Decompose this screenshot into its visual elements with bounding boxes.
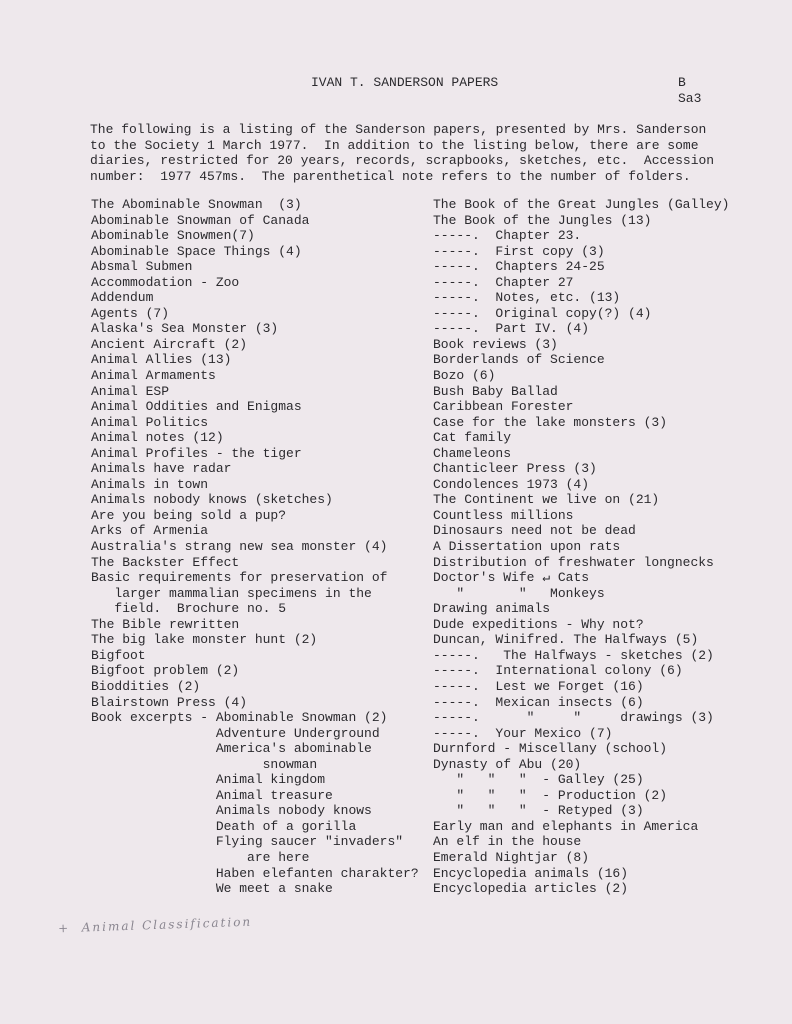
list-item: Doctor's Wife ↵ Cats: [433, 570, 590, 586]
list-item: -----. Lest we Forget (16): [433, 678, 644, 694]
list-item: The Backster Effect: [91, 554, 240, 570]
list-item: Dynasty of Abu (20): [433, 756, 582, 772]
right-column-list: [433, 197, 783, 897]
list-item: The Continent we live on (21): [433, 492, 660, 508]
list-item: Addendum: [91, 290, 154, 306]
list-item: -----. The Halfways - sketches (2): [433, 647, 714, 663]
list-item: Animal notes (12): [91, 430, 224, 446]
list-item: -----. Chapter 27: [433, 274, 574, 290]
list-item: Blairstown Press (4): [91, 694, 248, 710]
list-item: Animal Profiles - the tiger: [91, 445, 302, 461]
list-item: Countless millions: [433, 507, 574, 523]
list-item: -----. Chapters 24-25: [433, 259, 605, 275]
document-title: IVAN T. SANDERSON PAPERS: [311, 75, 499, 90]
list-item: -----. " " drawings (3): [433, 710, 714, 726]
list-item: Borderlands of Science: [433, 352, 605, 368]
intro-line: to the Society 1 March 1977. In addition to the listing below, there are some: [90, 137, 699, 153]
list-item: The Bible rewritten: [91, 616, 240, 632]
intro-paragraph: [90, 122, 714, 184]
list-item: larger mammalian specimens in the: [91, 585, 372, 601]
list-item: The Book of the Jungles (13): [433, 212, 652, 228]
list-item: Flying saucer "invaders": [91, 834, 404, 850]
list-item: Early man and elephants in America: [433, 818, 699, 834]
list-item: Bigfoot: [91, 647, 146, 663]
intro-line: The following is a listing of the Sanderson papers, presented by Mrs. Sanderson: [90, 122, 707, 137]
list-item: -----. Mexican insects (6): [433, 694, 644, 710]
list-item: Distribution of freshwater longnecks: [433, 554, 714, 570]
list-item: Arks of Armenia: [91, 523, 209, 539]
list-item: Absmal Submen: [91, 259, 193, 275]
list-item: Dinosaurs need not be dead: [433, 523, 636, 539]
list-item: " " " - Galley (25): [433, 772, 644, 788]
list-item: -----. Your Mexico (7): [433, 725, 613, 741]
list-item: America's abominable: [91, 741, 372, 757]
list-item: Animal Allies (13): [91, 352, 232, 368]
handwritten-note: + Animal Classification: [57, 914, 253, 936]
list-item: -----. Part IV. (4): [433, 321, 590, 337]
left-column-list: [91, 197, 429, 897]
list-item: Animals have radar: [91, 461, 232, 477]
list-item: Animal Oddities and Enigmas: [91, 399, 302, 415]
list-item: Book excerpts - Abominable Snowman (2): [91, 710, 388, 726]
list-item: -----. First copy (3): [433, 243, 605, 259]
list-item: Chanticleer Press (3): [433, 461, 597, 477]
list-item: Emerald Nightjar (8): [433, 849, 590, 865]
list-item: Animal Armaments: [91, 368, 216, 384]
list-item: Case for the lake monsters (3): [433, 414, 668, 430]
list-item: Abominable Snowman of Canada: [91, 212, 310, 228]
list-item: Are you being sold a pup?: [91, 507, 287, 523]
list-item: Death of a gorilla: [91, 818, 357, 834]
list-item: The Abominable Snowman (3): [91, 197, 302, 212]
list-item: " " Monkeys: [433, 585, 605, 601]
list-item: Animal Politics: [91, 414, 209, 430]
list-item: Haben elefanten charakter?: [91, 865, 419, 881]
list-item: Abominable Space Things (4): [91, 243, 302, 259]
list-item: -----. Original copy(?) (4): [433, 305, 652, 321]
list-item: Ancient Aircraft (2): [91, 336, 248, 352]
list-item: Dude expeditions - Why not?: [433, 616, 644, 632]
list-item: " " " - Production (2): [433, 787, 668, 803]
list-item: Encyclopedia animals (16): [433, 865, 629, 881]
list-item: Australia's strang new sea monster (4): [91, 539, 388, 555]
list-item: Cat family: [433, 430, 512, 446]
box-code: B: [678, 75, 686, 90]
list-item: We meet a snake: [91, 881, 333, 897]
list-item: An elf in the house: [433, 834, 582, 850]
list-item: " " " - Retyped (3): [433, 803, 644, 819]
list-item: Animals in town: [91, 476, 209, 492]
folder-code: Sa3: [678, 91, 702, 106]
list-item: -----. Chapter 23.: [433, 228, 582, 244]
list-item: Bush Baby Ballad: [433, 383, 558, 399]
list-item: Basic requirements for preservation of: [91, 570, 388, 586]
list-item: Alaska's Sea Monster (3): [91, 321, 279, 337]
list-item: Bigfoot problem (2): [91, 663, 240, 679]
list-item: Bozo (6): [433, 368, 496, 384]
list-item: Durnford - Miscellany (school): [433, 741, 668, 757]
list-item: -----. Notes, etc. (13): [433, 290, 621, 306]
intro-line: number: 1977 457ms. The parenthetical note refers to the number of folders.: [90, 168, 691, 184]
list-item: field. Brochure no. 5: [91, 601, 287, 617]
list-item: Accommodation - Zoo: [91, 274, 240, 290]
list-item: Duncan, Winifred. The Halfways (5): [433, 632, 699, 648]
list-item: Book reviews (3): [433, 336, 558, 352]
list-item: The Book of the Great Jungles (Galley): [433, 197, 730, 212]
list-item: Encyclopedia articles (2): [433, 881, 629, 897]
list-item: -----. International colony (6): [433, 663, 683, 679]
list-item: Animal ESP: [91, 383, 170, 399]
intro-line: diaries, restricted for 20 years, records, scrapbooks, sketches, etc. Accession: [90, 153, 715, 169]
list-item: Animals nobody knows (sketches): [91, 492, 333, 508]
list-item: Drawing animals: [433, 601, 551, 617]
list-item: snowman: [91, 756, 318, 772]
list-item: Caribbean Forester: [433, 399, 574, 415]
list-item: Chameleons: [433, 445, 512, 461]
list-item: Bioddities (2): [91, 678, 201, 694]
list-item: Animal treasure: [91, 787, 333, 803]
list-item: A Dissertation upon rats: [433, 539, 621, 555]
list-item: Agents (7): [91, 305, 170, 321]
list-item: The big lake monster hunt (2): [91, 632, 318, 648]
list-item: are here: [91, 849, 310, 865]
list-item: Animals nobody knows: [91, 803, 372, 819]
list-item: Adventure Underground: [91, 725, 380, 741]
list-item: Animal kingdom: [91, 772, 326, 788]
list-item: Abominable Snowmen(7): [91, 228, 255, 244]
list-item: Condolences 1973 (4): [433, 476, 590, 492]
